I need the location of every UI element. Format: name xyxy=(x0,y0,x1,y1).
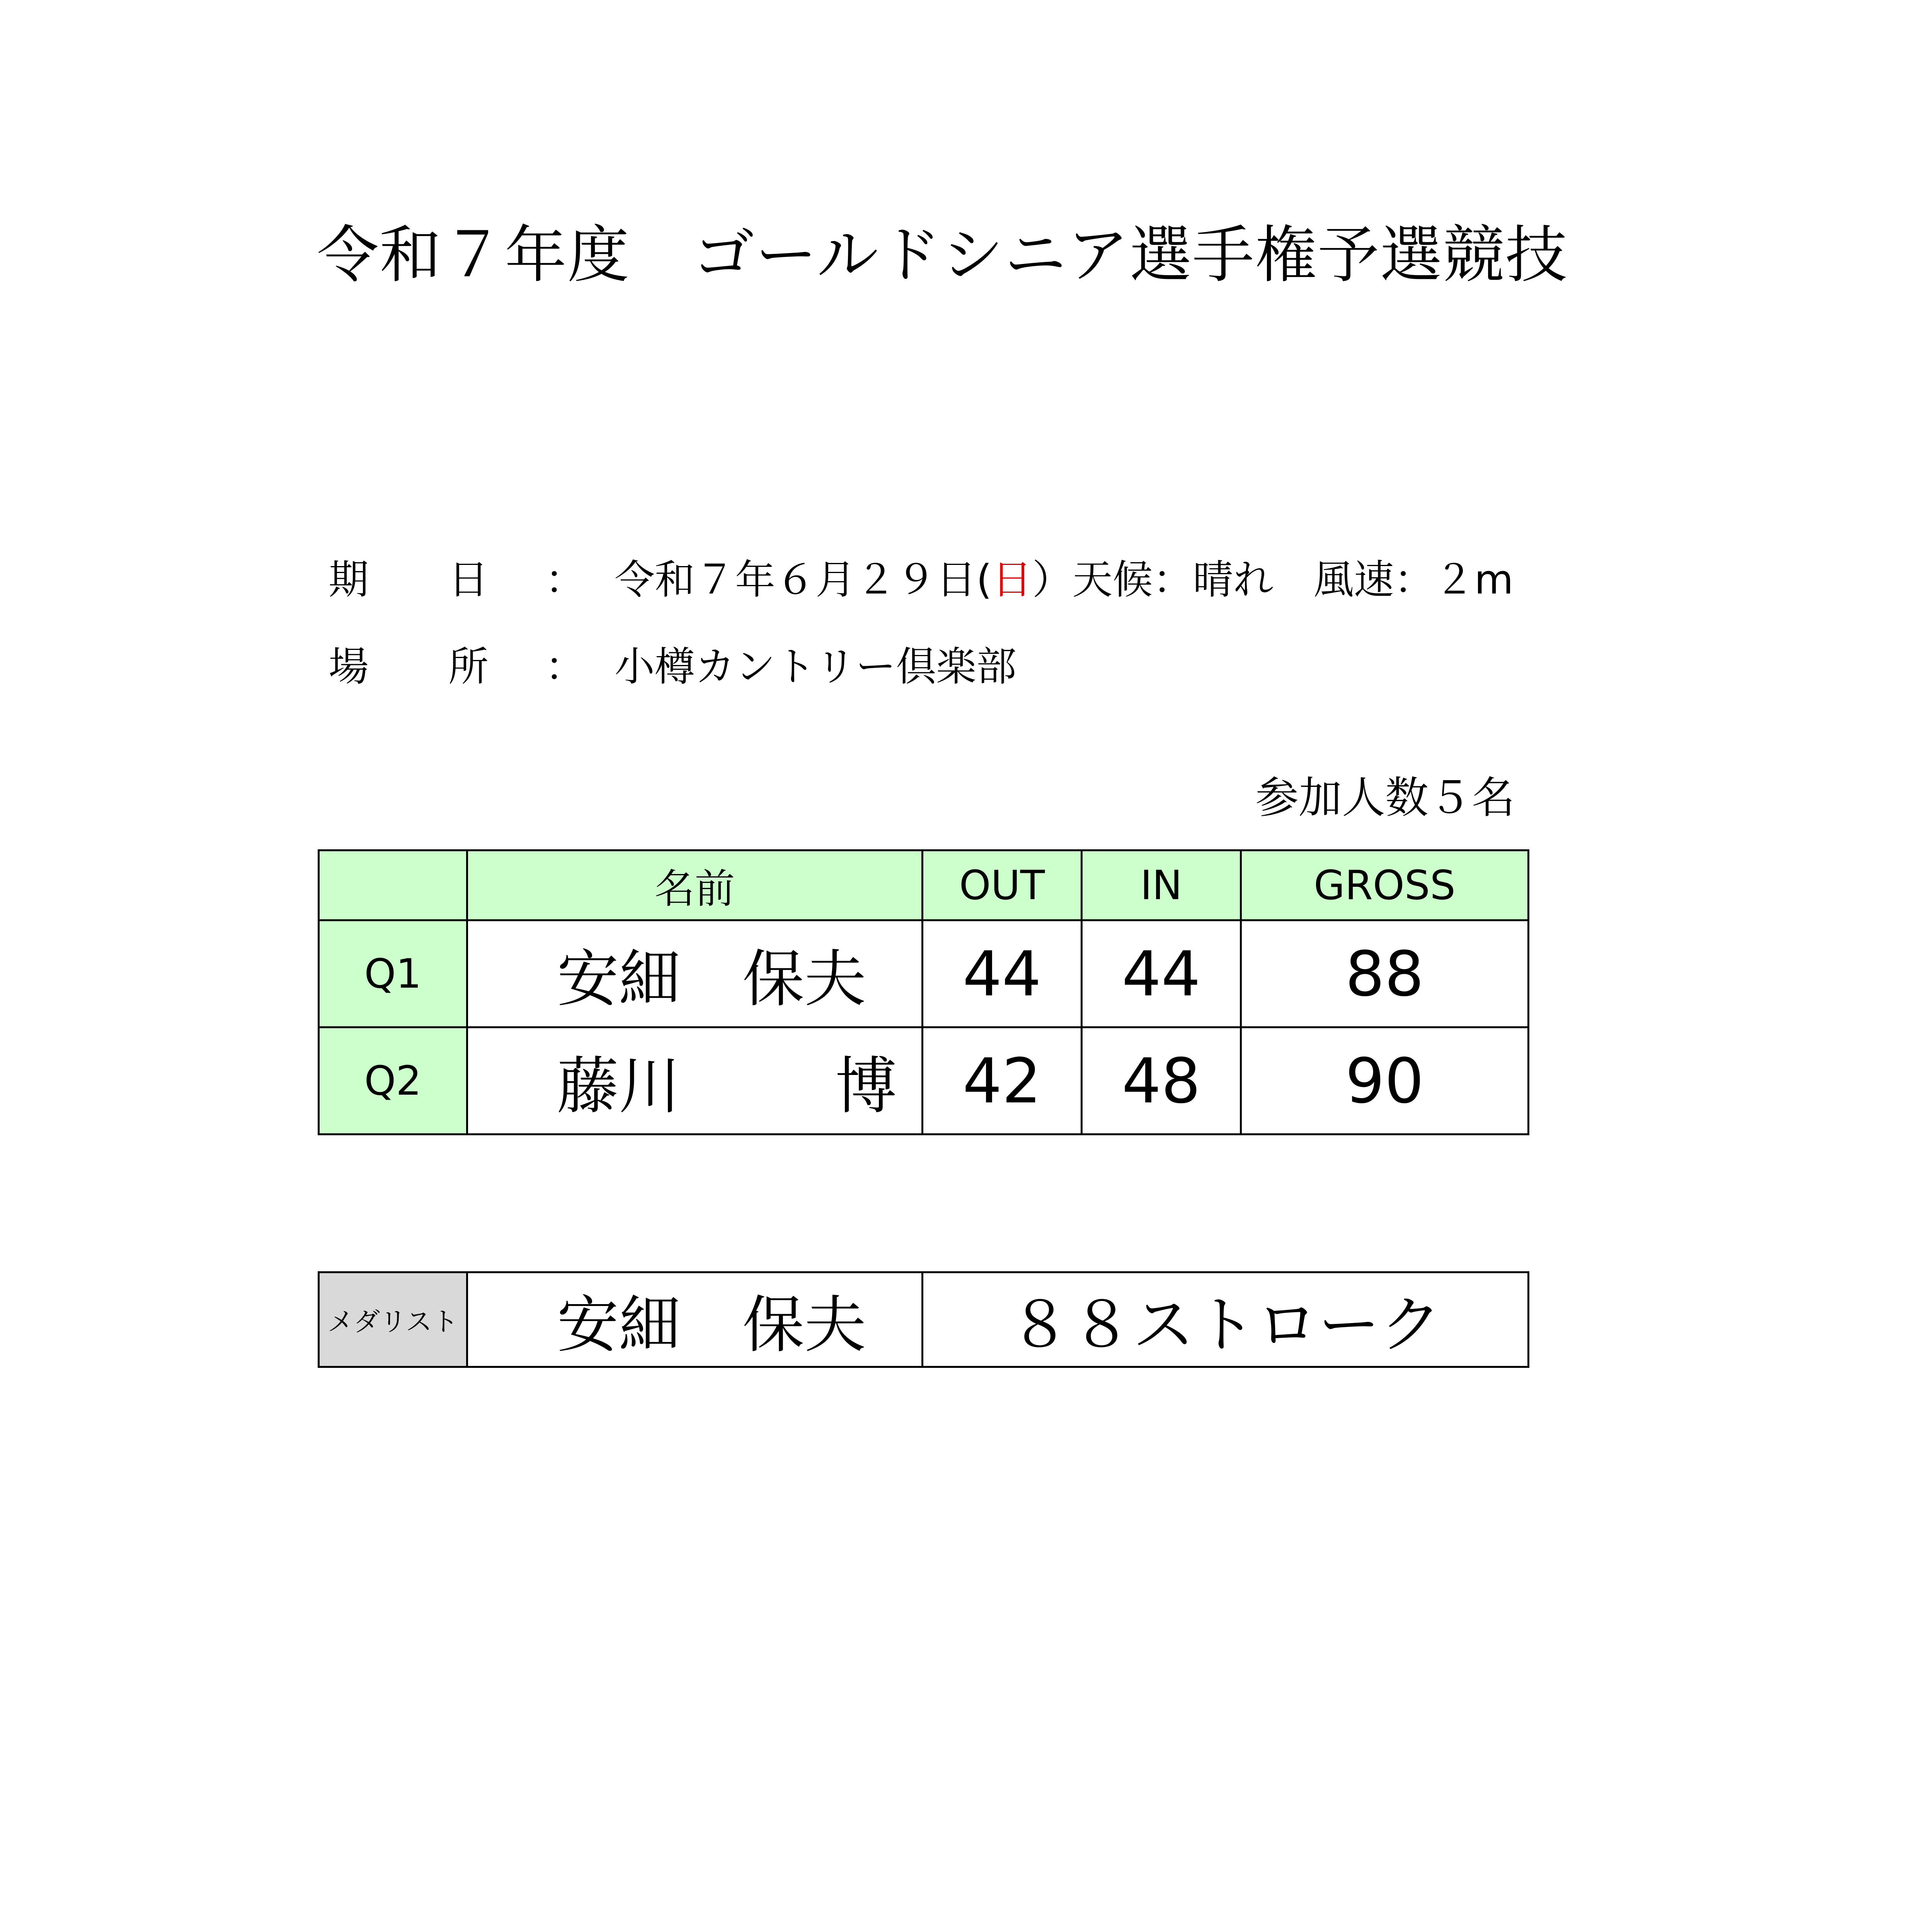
medalist-table xyxy=(318,1271,1529,1368)
score-in: 44 xyxy=(1082,920,1241,1027)
score-out: 42 xyxy=(923,1027,1082,1134)
player-given-name: 博 xyxy=(835,1050,897,1122)
score-gross: 90 xyxy=(1241,1027,1529,1134)
qualifier-label: Q1 xyxy=(319,920,467,1027)
table-row xyxy=(319,1027,1529,1134)
results-table xyxy=(318,849,1529,1135)
header-out: OUT xyxy=(923,850,1082,920)
medalist-family-name: 安細 xyxy=(557,1289,681,1361)
score-out: 44 xyxy=(923,920,1082,1027)
date-value-pre: 令和７年６月２９日( xyxy=(615,556,992,603)
player-given-name: 保夫 xyxy=(742,943,867,1015)
header-blank xyxy=(319,850,467,920)
date-label-char-1: 期 xyxy=(329,556,369,603)
score-in: 48 xyxy=(1082,1027,1241,1134)
page-title: 令和７年度 ゴールドシニア選手権予選競技 xyxy=(317,219,1568,291)
venue-value: 小樽カントリー倶楽部 xyxy=(615,643,1017,690)
score-gross: 88 xyxy=(1241,920,1529,1027)
medalist-name xyxy=(467,1272,923,1367)
venue-label-char-1: 場 xyxy=(329,643,369,690)
medalist-row xyxy=(319,1272,1529,1367)
player-family-name: 安細 xyxy=(557,943,681,1015)
header-name: 名前 xyxy=(467,850,923,920)
venue-label-char-2: 所 xyxy=(448,643,489,690)
table-row xyxy=(319,920,1529,1027)
header-gross: GROSS xyxy=(1241,850,1529,920)
player-name xyxy=(467,1027,923,1134)
participant-count: 参加人数５名 xyxy=(1255,773,1515,823)
date-label-char-2: 日 xyxy=(448,556,489,603)
date-value-day: 日 xyxy=(992,556,1032,603)
results-header-row xyxy=(319,850,1529,920)
header-in: IN xyxy=(1082,850,1241,920)
venue-colon: ： xyxy=(545,643,586,690)
player-family-name: 藤川 xyxy=(557,1050,681,1122)
date-value-post: ）天候：晴れ 風速：２m xyxy=(1032,556,1514,603)
date-colon: ： xyxy=(545,556,586,603)
medalist-score: ８８ストローク xyxy=(923,1272,1529,1367)
date-value xyxy=(615,553,1514,607)
player-name xyxy=(467,920,923,1027)
medalist-label: メダリスト xyxy=(319,1272,467,1367)
medalist-given-name: 保夫 xyxy=(742,1289,867,1361)
qualifier-label: Q2 xyxy=(319,1027,467,1134)
